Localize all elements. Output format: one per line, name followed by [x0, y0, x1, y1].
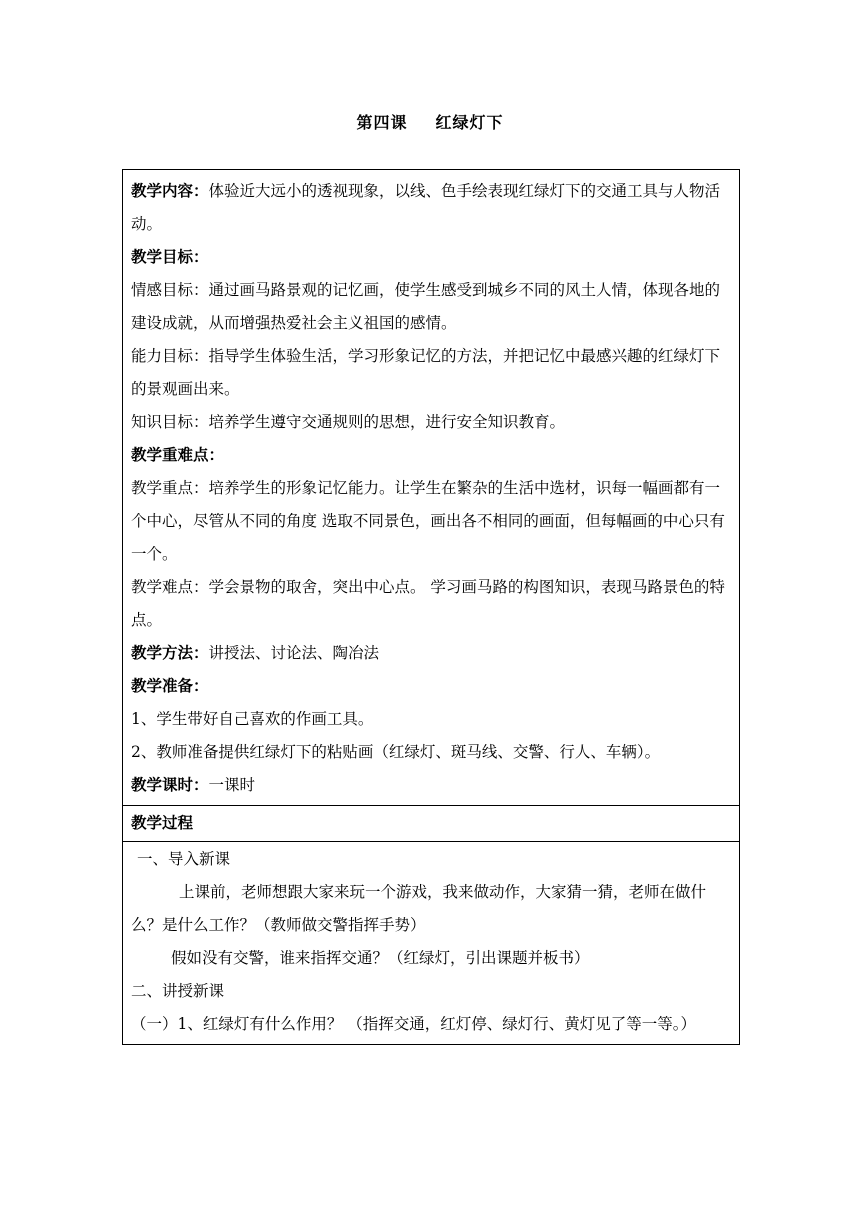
- lesson-plan-table: [122, 169, 740, 1045]
- lesson-overview-cell: [123, 170, 740, 806]
- teaching-content-text: 体验近大远小的透视现象，以线、色手绘表现红绿灯下的交通工具与人物活动。: [131, 182, 721, 233]
- new-lesson-paragraph-1: （一）1、红绿灯有什么作用？ （指挥交通，红灯停、绿灯行、黄灯见了等一等。）: [131, 1015, 697, 1033]
- table-row: [123, 170, 740, 806]
- section-new-lesson-heading: 二、讲授新课: [131, 982, 225, 1000]
- process-body-cell: [123, 842, 740, 1045]
- preparation-item-1: 1、学生带好自己喜欢的作画工具。: [131, 710, 374, 728]
- teaching-methods-text: 讲授法、讨论法、陶冶法: [208, 644, 380, 662]
- teaching-difficulty: 教学难点：学会景物的取舍，突出中心点。 学习画马路的构图知识，表现马路景色的特点。: [131, 578, 725, 629]
- teaching-hours-label: 教学课时：: [131, 776, 209, 794]
- teaching-goals-heading: 教学目标：: [131, 248, 209, 266]
- process-heading: 教学过程: [131, 814, 194, 832]
- knowledge-goal: 知识目标：培养学生遵守交通规则的思想，进行安全知识教育。: [131, 413, 566, 431]
- preparation-item-2: 2、教师准备提供红绿灯下的粘贴画（红绿灯、斑马线、交警、行人、车辆）。: [131, 743, 661, 761]
- section-intro-heading: 一、导入新课: [137, 850, 231, 868]
- lesson-number: 第四课: [356, 113, 408, 132]
- teaching-methods: [131, 637, 731, 670]
- table-row: [123, 806, 740, 842]
- intro-paragraph-1: 上课前，老师想跟大家来玩一个游戏，我来做动作，大家猜一猜，老师在做什么？是什么工作？（教师做交警指挥手势）: [131, 883, 707, 934]
- teaching-methods-label: 教学方法：: [131, 644, 209, 662]
- teaching-content-label: 教学内容：: [131, 182, 209, 200]
- lesson-name: 红绿灯下: [435, 113, 504, 132]
- ability-goal: 能力目标：指导学生体验生活，学习形象记忆的方法，并把记忆中最感兴趣的红绿灯下的景观画出来。: [131, 347, 721, 398]
- intro-paragraph-2: 假如没有交警，谁来指挥交通？（红绿灯，引出课题并板书）: [171, 949, 590, 967]
- teaching-hours-text: 一课时: [208, 776, 256, 794]
- teaching-hours: [131, 769, 731, 802]
- emotion-goal: 情感目标：通过画马路景观的记忆画，使学生感受到城乡不同的风土人情，体现各地的建设成就，从而增强热爱社会主义祖国的感情。: [131, 281, 721, 332]
- table-row: [123, 842, 740, 1045]
- lesson-title: [0, 110, 860, 133]
- teaching-key-point: 教学重点：培养学生的形象记忆能力。让学生在繁杂的生活中选材，识每一幅画都有一个中心，尽管从不同的角度 选取不同景色，画出各不相同的画面，但每幅画的中心只有一个。: [131, 479, 725, 563]
- key-points-heading: 教学重难点：: [131, 446, 225, 464]
- preparation-heading: 教学准备：: [131, 677, 209, 695]
- process-heading-cell: [123, 806, 740, 842]
- teaching-content: [131, 175, 731, 241]
